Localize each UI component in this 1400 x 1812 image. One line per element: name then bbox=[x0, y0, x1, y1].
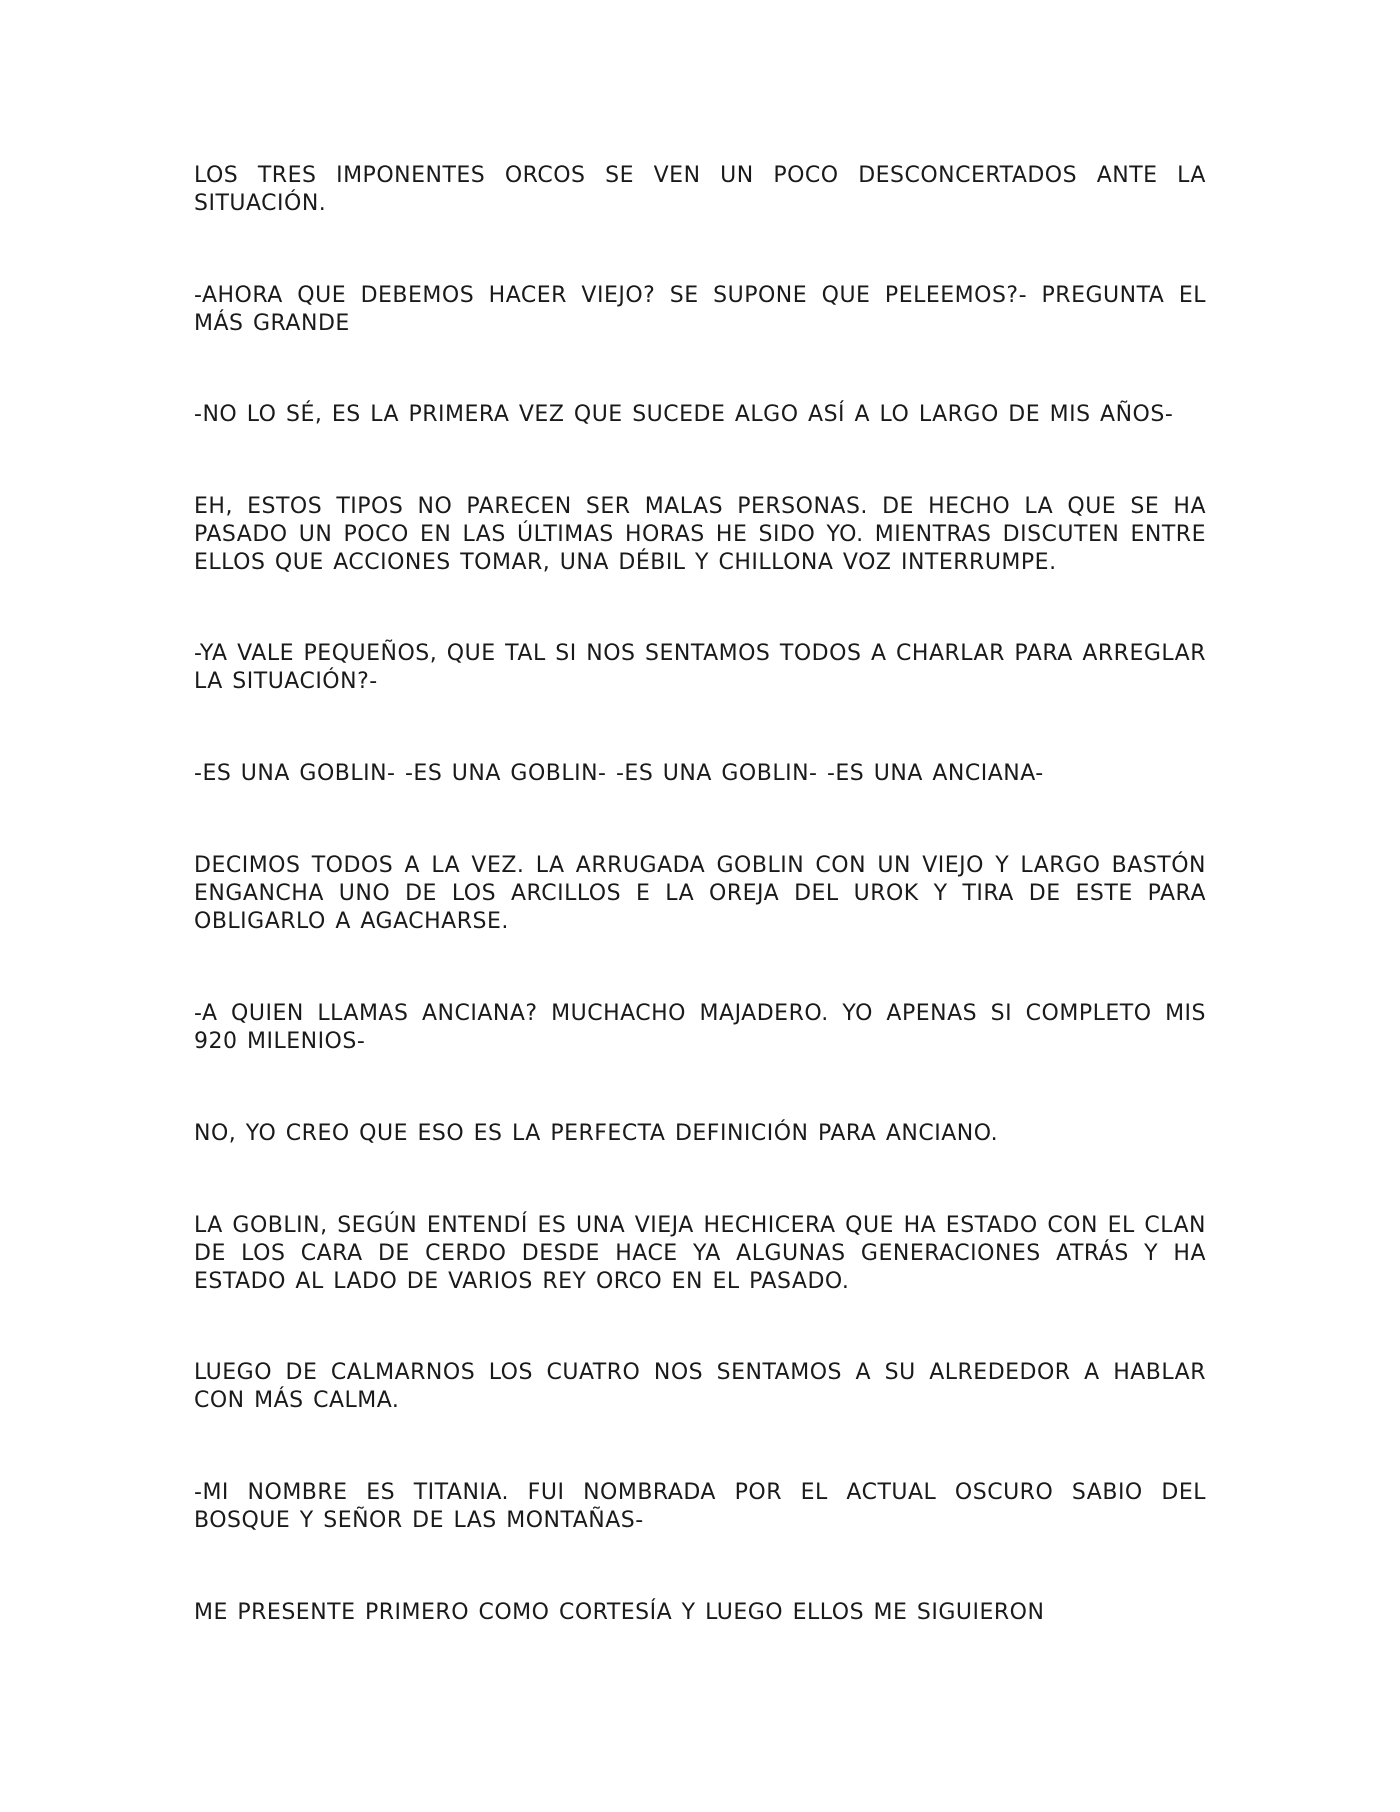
paragraph-3: -NO LO SÉ, ES LA PRIMERA VEZ QUE SUCEDE ALGO ASÍ A LO LARGO DE MIS AÑOS- bbox=[194, 402, 1174, 427]
paragraph-5: -YA VALE PEQUEÑOS, QUE TAL SI NOS SENTAMOS TODOS A CHARLAR PARA ARREGLAR LA SITUACIÓN?- bbox=[194, 641, 1206, 694]
paragraph-6: -ES UNA GOBLIN- -ES UNA GOBLIN- -ES UNA GOBLIN- -ES UNA ANCIANA- bbox=[194, 761, 1044, 786]
paragraph-1: LOS TRES IMPONENTES ORCOS SE VEN UN POCO DESCONCERTADOS ANTE LA SITUACIÓN. bbox=[194, 163, 1206, 216]
paragraph-11: LUEGO DE CALMARNOS LOS CUATRO NOS SENTAMOS A SU ALREDEDOR A HABLAR CON MÁS CALMA. bbox=[194, 1360, 1206, 1413]
paragraph-2: -AHORA QUE DEBEMOS HACER VIEJO? SE SUPONE QUE PELEEMOS?- PREGUNTA EL MÁS GRANDE bbox=[194, 283, 1206, 336]
paragraph-8: -A QUIEN LLAMAS ANCIANA? MUCHACHO MAJADERO. YO APENAS SI COMPLETO MIS 920 MILENIOS- bbox=[194, 1001, 1206, 1054]
paragraph-13: ME PRESENTE PRIMERO COMO CORTESÍA Y LUEGO ELLOS ME SIGUIERON bbox=[194, 1600, 1045, 1625]
paragraph-9: NO, YO CREO QUE ESO ES LA PERFECTA DEFINICIÓN PARA ANCIANO. bbox=[194, 1121, 999, 1146]
paragraph-10: LA GOBLIN, SEGÚN ENTENDÍ ES UNA VIEJA HECHICERA QUE HA ESTADO CON EL CLAN DE LOS CARA DE CERDO DESDE HACE YA ALGUNAS GENERACIONES ATRÁS Y HA ESTADO AL LADO DE VARIOS REY ORCO EN EL PASADO. bbox=[194, 1213, 1206, 1294]
paragraph-7: DECIMOS TODOS A LA VEZ. LA ARRUGADA GOBLIN CON UN VIEJO Y LARGO BASTÓN ENGANCHA UNO DE LOS ARCILLOS E LA OREJA DEL UROK Y TIRA DE ESTE PARA OBLIGARLO A AGACHARSE. bbox=[194, 853, 1206, 934]
paragraph-12: -MI NOMBRE ES TITANIA. FUI NOMBRADA POR EL ACTUAL OSCURO SABIO DEL BOSQUE Y SEÑOR DE LAS MONTAÑAS- bbox=[194, 1480, 1206, 1533]
paragraph-4: EH, ESTOS TIPOS NO PARECEN SER MALAS PERSONAS. DE HECHO LA QUE SE HA PASADO UN POCO EN LAS ÚLTIMAS HORAS HE SIDO YO. MIENTRAS DISCUTEN ENTRE ELLOS QUE ACCIONES TOMAR, UNA DÉBIL Y CHILLONA VOZ INTERRUMPE. bbox=[194, 494, 1206, 575]
